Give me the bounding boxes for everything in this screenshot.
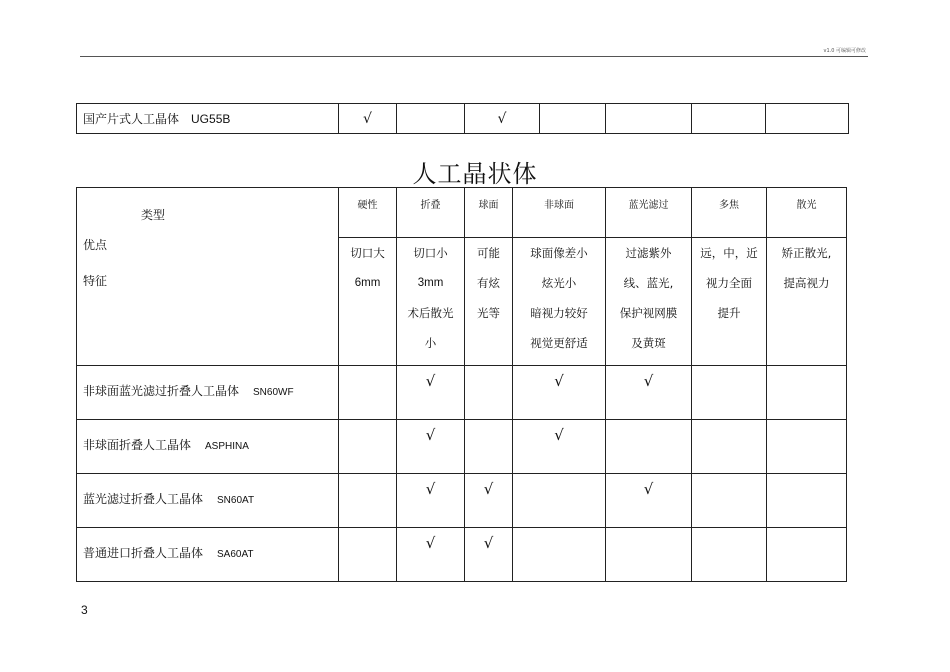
feature-cell-blue-light xyxy=(606,238,692,366)
feature-line: 可能 xyxy=(477,246,500,260)
feature-line: 矫正散光, xyxy=(781,246,832,260)
feature-line: 光等 xyxy=(477,306,500,320)
column-header: 蓝光滤过 xyxy=(606,188,692,238)
table-row xyxy=(77,528,847,582)
column-header: 散光 xyxy=(767,188,847,238)
check-cell xyxy=(767,528,847,582)
feature-line: 远，中，近 xyxy=(700,246,758,260)
column-header: 多焦 xyxy=(692,188,767,238)
feature-line: 切口小 xyxy=(413,246,448,260)
product-code: SA60AT xyxy=(217,549,254,560)
header-rule xyxy=(80,56,868,57)
feature-cell-hard xyxy=(339,238,397,366)
feature-line: 有炫 xyxy=(477,276,500,290)
column-header: 球面 xyxy=(465,188,513,238)
table-row xyxy=(77,474,847,528)
product-name-cell xyxy=(77,366,339,420)
check-cell xyxy=(397,104,465,134)
check-cell xyxy=(767,366,847,420)
feature-cell-foldable xyxy=(397,238,465,366)
check-cell xyxy=(339,474,397,528)
product-name-cell xyxy=(77,528,339,582)
check-cell xyxy=(606,420,692,474)
product-name-cell xyxy=(77,104,339,134)
check-cell xyxy=(513,474,606,528)
check-cell xyxy=(339,528,397,582)
check-cell: √ xyxy=(606,474,692,528)
check-cell: √ xyxy=(513,366,606,420)
product-code: UG55B xyxy=(191,112,231,126)
page-number: 3 xyxy=(81,603,88,617)
corner-advantage-label: 优点 xyxy=(83,238,108,252)
feature-line: 提高视力 xyxy=(783,276,830,290)
check-cell xyxy=(339,366,397,420)
feature-line: 提升 xyxy=(717,306,741,320)
feature-cell-multifocal xyxy=(692,238,767,366)
check-cell: √ xyxy=(465,474,513,528)
product-name-cell xyxy=(77,420,339,474)
header-note: v1.0 可编辑可修改 xyxy=(823,48,866,54)
check-cell xyxy=(692,104,766,134)
product-code: SN60AT xyxy=(217,495,255,506)
feature-line: 切口大 xyxy=(350,246,385,260)
check-cell xyxy=(767,474,847,528)
feature-line: 3mm xyxy=(417,277,444,289)
header-row xyxy=(77,188,847,238)
column-header: 折叠 xyxy=(397,188,465,238)
feature-line: 暗视力较好 xyxy=(530,306,588,320)
feature-line: 术后散光 xyxy=(407,306,454,320)
check-cell xyxy=(692,420,767,474)
check-cell xyxy=(766,104,849,134)
feature-line: 小 xyxy=(424,336,437,350)
product-name: 非球面蓝光滤过折叠人工晶体 xyxy=(83,384,240,398)
check-cell xyxy=(692,474,767,528)
feature-line: 及黄斑 xyxy=(631,336,666,350)
column-header: 硬性 xyxy=(339,188,397,238)
feature-line: 视觉更舒适 xyxy=(530,336,588,350)
feature-line: 炫光小 xyxy=(541,276,577,290)
check-cell xyxy=(465,420,513,474)
top-lens-table xyxy=(76,103,849,134)
check-cell: √ xyxy=(397,366,465,420)
product-name-cell xyxy=(77,474,339,528)
feature-line: 球面像差小 xyxy=(530,246,588,260)
table-row xyxy=(77,420,847,474)
feature-cell-spherical xyxy=(465,238,513,366)
feature-line: 保护视网膜 xyxy=(619,306,678,320)
feature-line: 视力全面 xyxy=(706,276,752,290)
check-cell: √ xyxy=(397,420,465,474)
check-cell xyxy=(606,528,692,582)
feature-cell-aspheric xyxy=(513,238,606,366)
check-cell: √ xyxy=(339,104,397,134)
page-title: 人工晶状体 xyxy=(412,160,538,188)
check-cell xyxy=(767,420,847,474)
check-cell xyxy=(513,528,606,582)
check-cell: √ xyxy=(465,104,540,134)
product-name: 普通进口折叠人工晶体 xyxy=(83,546,204,560)
product-name: 非球面折叠人工晶体 xyxy=(83,438,192,452)
check-cell xyxy=(692,528,767,582)
product-name: 国产片式人工晶体 xyxy=(83,112,180,126)
product-code: ASPHINA xyxy=(205,441,249,452)
feature-line: 线、蓝光, xyxy=(623,276,674,290)
feature-line: 6mm xyxy=(354,277,381,289)
product-code: SN60WF xyxy=(253,387,294,398)
check-cell: √ xyxy=(513,420,606,474)
check-cell xyxy=(692,366,767,420)
feature-cell-toric xyxy=(767,238,847,366)
check-cell xyxy=(540,104,606,134)
column-header: 非球面 xyxy=(513,188,606,238)
product-name: 蓝光滤过折叠人工晶体 xyxy=(83,492,204,506)
check-cell xyxy=(465,366,513,420)
check-cell xyxy=(606,104,692,134)
check-cell: √ xyxy=(465,528,513,582)
check-cell: √ xyxy=(397,474,465,528)
check-cell: √ xyxy=(397,528,465,582)
check-cell: √ xyxy=(606,366,692,420)
corner-cell xyxy=(77,188,339,366)
feature-line: 过滤紫外 xyxy=(625,246,672,260)
table-row xyxy=(77,104,849,134)
corner-feature-label: 特征 xyxy=(83,274,108,288)
lens-comparison-table xyxy=(76,187,847,582)
table-row xyxy=(77,366,847,420)
check-cell xyxy=(339,420,397,474)
corner-type-label: 类型 xyxy=(141,208,166,222)
